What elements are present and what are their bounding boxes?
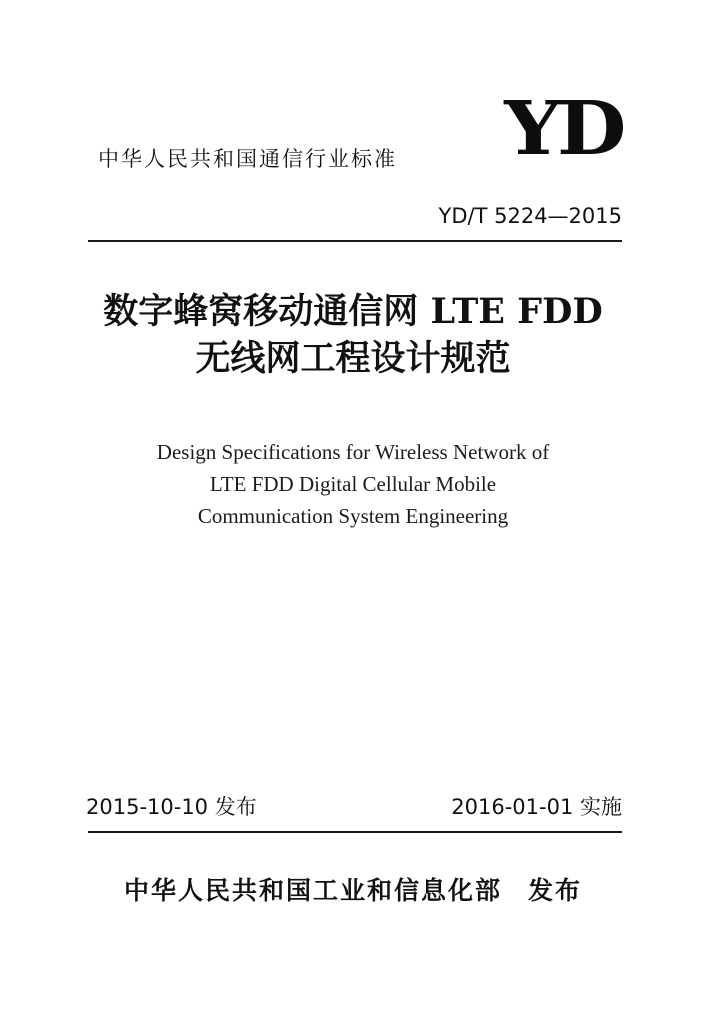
title-english-line-2: LTE FDD Digital Cellular Mobile — [209, 472, 497, 496]
title-chinese — [0, 288, 706, 382]
title-chinese-line-1: 数字蜂窝移动通信网 LTE FDD — [103, 291, 603, 332]
title-english-line-1: Design Specifications for Wireless Network of — [156, 440, 550, 464]
bottom-divider — [88, 831, 622, 833]
publisher-action: 发布 — [528, 876, 583, 905]
standard-category: 中华人民共和国通信行业标准 — [98, 147, 397, 171]
title-english — [0, 436, 706, 532]
top-divider — [88, 240, 622, 242]
implementation-date: 2016-01-01 实施 — [451, 795, 622, 819]
title-chinese-line-2: 无线网工程设计规范 — [195, 338, 511, 379]
title-english-line-3: Communication System Engineering — [197, 504, 509, 528]
publisher-line — [0, 878, 706, 903]
yd-logo: YD — [504, 86, 622, 172]
issue-date: 2015-10-10 发布 — [86, 795, 257, 819]
publisher-name: 中华人民共和国工业和信息化部 — [123, 876, 502, 905]
standard-number: YD/T 5224—2015 — [438, 204, 622, 228]
